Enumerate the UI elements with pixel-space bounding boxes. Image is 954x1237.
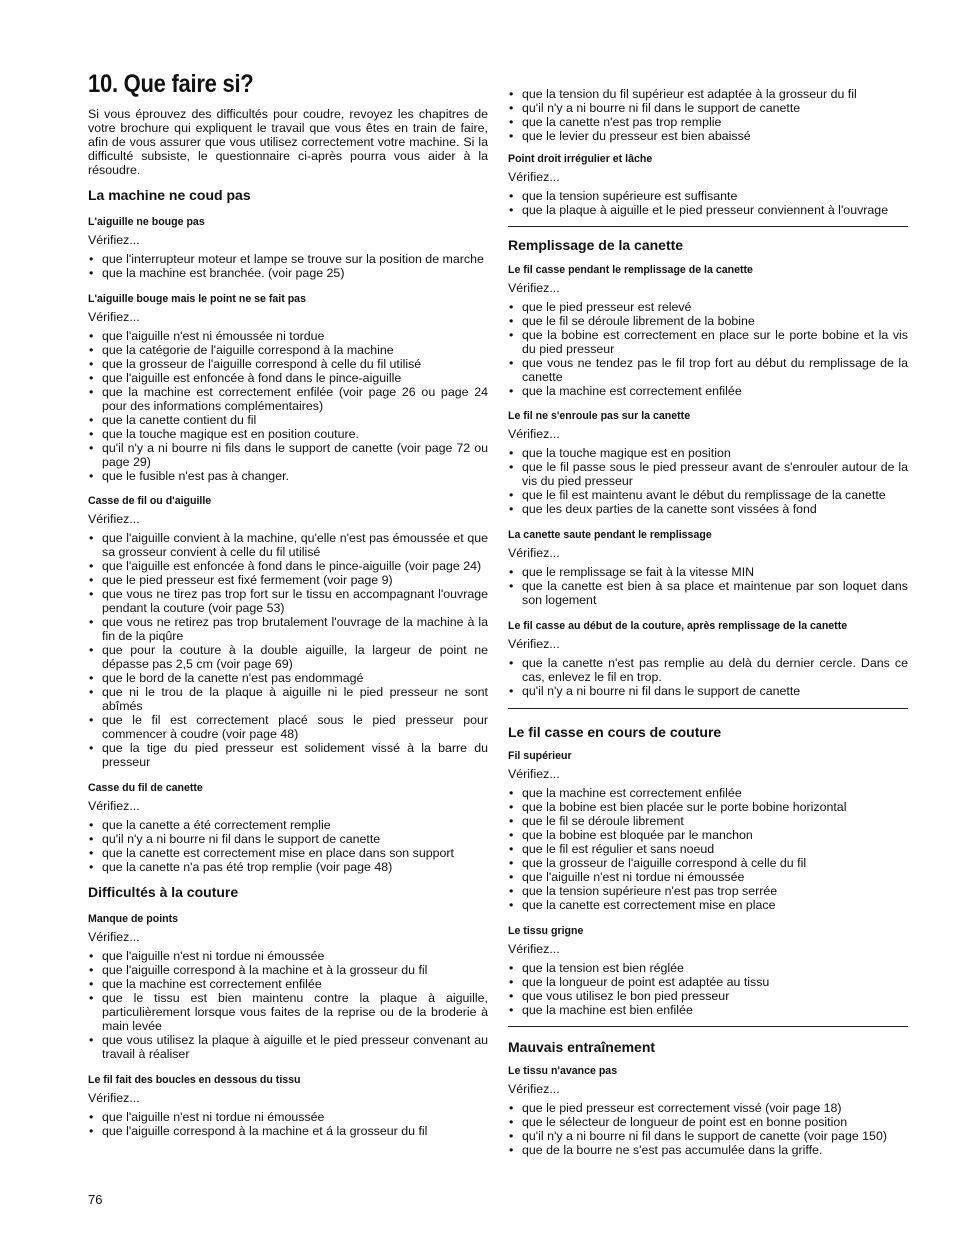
checklist-item: • que la tige du pied presseur est solidement vissé à la barre du presseur [88, 741, 488, 769]
checklist-item: • que le fil est maintenu avant le début du remplissage de la canette [508, 488, 908, 502]
page-title: 10. Que faire si? [88, 70, 254, 98]
checklist-item: • que le fil est régulier et sans noeud [508, 842, 908, 856]
checklist-item: • que la bobine est bien placée sur le porte bobine horizontal [508, 800, 908, 814]
checklist-item: • que la canette contient du fil [88, 413, 488, 427]
section-heading-mauvais-entrainement: Mauvais entraînement [508, 1039, 656, 1055]
checklist-item: • que la canette n'a pas été trop remplie (voir page 48) [88, 860, 488, 874]
checklist-item: • que la bobine est bloquée par le manchon [508, 828, 908, 842]
checklist-item: • que le bord de la canette n'est pas endommagé [88, 671, 488, 685]
checklist [508, 565, 908, 607]
verifiez-label: Vérifiez... [508, 637, 560, 651]
checklist-item: • que la machine est correctement enfilée [88, 977, 488, 991]
subsection-title: L'aiguille ne bouge pas [88, 216, 205, 228]
checklist-item: • que la canette a été correctement remplie [88, 818, 488, 832]
checklist [508, 786, 908, 912]
checklist [88, 1110, 488, 1138]
verifiez-label: Vérifiez... [508, 281, 560, 295]
checklist-item: • que la canette est correctement mise en place [508, 898, 908, 912]
checklist-item: • que la canette est bien à sa place et maintenue par son loquet dans son logement [508, 579, 908, 607]
checklist-item: • que la machine est correctement enfilée (voir page 26 ou page 24 pour des informations complémentaires) [88, 385, 488, 413]
checklist-item: • que l'aiguille convient à la machine, qu'elle n'est pas émoussée et que sa grosseur convient à celle du fil utilisé [88, 531, 488, 559]
checklist-item: • que vous utilisez le bon pied presseur [508, 989, 908, 1003]
checklist-item: • que la tension du fil supérieur est adaptée à la grosseur du fil [508, 87, 908, 101]
checklist-item: • que le fil passe sous le pied presseur avant de s'enrouler autour de la vis du pied presseur [508, 460, 908, 488]
checklist [508, 87, 908, 143]
checklist-item: • que la longueur de point est adaptée au tissu [508, 975, 908, 989]
subsection-title: Point droit irrégulier et lâche [508, 153, 653, 165]
checklist-item: • que la grosseur de l'aiguille correspond à celle du fil utilisé [88, 357, 488, 371]
checklist-item: • que le sélecteur de longueur de point est en bonne position [508, 1115, 908, 1129]
checklist [508, 189, 908, 217]
subsection-title: Le fil casse au début de la couture, après remplissage de la canette [508, 620, 848, 632]
checklist-item: • que la canette est correctement mise en place dans son support [88, 846, 488, 860]
checklist-item: • que l'aiguille n'est ni émoussée ni tordue [88, 329, 488, 343]
verifiez-label: Vérifiez... [88, 310, 140, 324]
verifiez-label: Vérifiez... [508, 546, 560, 560]
checklist-item: • que le levier du presseur est bien abaissé [508, 129, 908, 143]
checklist-item: • que l'aiguille est enfoncée à fond dans le pince-aiguille (voir page 24) [88, 559, 488, 573]
checklist-item: • que l'aiguille est enfoncée à fond dans le pince-aiguille [88, 371, 488, 385]
verifiez-label: Vérifiez... [88, 930, 140, 944]
checklist-item: • que le pied presseur est fixé fermement (voir page 9) [88, 573, 488, 587]
checklist [508, 446, 908, 516]
subsection-title: L'aiguille bouge mais le point ne se fait pas [88, 293, 306, 305]
subsection-title: Le tissu grigne [508, 925, 584, 937]
checklist-item: • que le fusible n'est pas à changer. [88, 469, 488, 483]
checklist-item: • que la machine est correctement enfilée [508, 786, 908, 800]
checklist-item: • que la catégorie de l'aiguille correspond à la machine [88, 343, 488, 357]
checklist-item: • que vous ne retirez pas trop brutalement l'ouvrage de la machine à la fin de la piqûre [88, 615, 488, 643]
subsection-title: Manque de points [88, 913, 179, 925]
subsection-title: La canette saute pendant le remplissage [508, 529, 712, 541]
checklist-item: • qu'il n'y a ni bourre ni fil dans le support de canette (voir page 150) [508, 1129, 908, 1143]
checklist-item: • que de la bourre ne s'est pas accumulée dans la griffe. [508, 1143, 908, 1157]
checklist [88, 252, 488, 280]
checklist-item: • que la tension supérieure n'est pas trop serrée [508, 884, 908, 898]
checklist [508, 656, 908, 698]
checklist-item: • qu'il n'y a ni bourre ni fil dans le support de canette [508, 101, 908, 115]
verifiez-label: Vérifiez... [508, 170, 560, 184]
checklist [88, 949, 488, 1061]
checklist [508, 1101, 908, 1157]
right-column [508, 0, 908, 1157]
verifiez-label: Vérifiez... [508, 427, 560, 441]
checklist-item: • que le fil est correctement placé sous le pied presseur pour commencer à coudre (voir page 48) [88, 713, 488, 741]
checklist [88, 818, 488, 874]
verifiez-label: Vérifiez... [508, 767, 560, 781]
section-heading-difficultes: Difficultés à la couture [88, 884, 239, 900]
checklist-item: • que la bobine est correctement en place sur le porte bobine et la vis du pied presseur [508, 328, 908, 356]
checklist-item: • qu'il n'y a ni bourre ni fil dans le support de canette [508, 684, 908, 698]
checklist-item: • que le pied presseur est correctement vissé (voir page 18) [508, 1101, 908, 1115]
checklist-item: • que l'aiguille correspond à la machine et à la grosseur du fil [88, 963, 488, 977]
section-heading-machine-ne-coud-pas: La machine ne coud pas [88, 187, 251, 203]
checklist-item: • que le tissu est bien maintenu contre la plaque à aiguille, particulièrement lorsque vous faites de la reprise ou de la broderie à main levée [88, 991, 488, 1033]
subsection-title: Casse du fil de canette [88, 782, 203, 794]
left-column [88, 0, 488, 1138]
verifiez-label: Vérifiez... [88, 233, 140, 247]
subsection-title: Le fil casse pendant le remplissage de la canette [508, 264, 753, 276]
verifiez-label: Vérifiez... [88, 512, 140, 526]
checklist-item: • que le remplissage se fait à la vitesse MIN [508, 565, 908, 579]
checklist-item: • que les deux parties de la canette sont vissées à fond [508, 502, 908, 516]
section-divider [508, 226, 908, 227]
section-heading-fil-casse: Le fil casse en cours de couture [508, 724, 722, 740]
checklist-item: • qu'il n'y a ni bourre ni fil dans le support de canette [88, 832, 488, 846]
section-divider [508, 1026, 908, 1027]
checklist-item: • que la plaque à aiguille et le pied presseur conviennent à l'ouvrage [508, 203, 908, 217]
checklist-item: • qu'il n'y a ni bourre ni fils dans le support de canette (voir page 72 ou page 29) [88, 441, 488, 469]
checklist-item: • que pour la couture à la double aiguille, la largeur de point ne dépasse pas 2,5 cm (voir page 69) [88, 643, 488, 671]
checklist-item: • que la tension supérieure est suffisante [508, 189, 908, 203]
checklist-item: • que la canette n'est pas remplie au delà du dernier cercle. Dans ce cas, enlevez le fil en trop. [508, 656, 908, 684]
verifiez-label: Vérifiez... [88, 799, 140, 813]
checklist-item: • que l'aiguille n'est ni tordue ni émoussée [88, 1110, 488, 1124]
checklist-item: • que l'aiguille n'est ni tordue ni émoussée [508, 870, 908, 884]
section-heading-remplissage: Remplissage de la canette [508, 237, 684, 253]
checklist-item: • que la canette n'est pas trop remplie [508, 115, 908, 129]
checklist-item: • que vous utilisez la plaque à aiguille et le pied presseur convenant au travail à réaliser [88, 1033, 488, 1061]
section-divider [508, 708, 908, 709]
checklist-item: • que le pied presseur est relevé [508, 300, 908, 314]
checklist [508, 961, 908, 1017]
verifiez-label: Vérifiez... [508, 942, 560, 956]
subsection-title: Le fil fait des boucles en dessous du tissu [88, 1074, 301, 1086]
page-number: 76 [88, 1192, 103, 1207]
checklist-item: • que la machine est correctement enfilée [508, 384, 908, 398]
checklist-item: • que l'aiguille correspond à la machine et á la grosseur du fil [88, 1124, 488, 1138]
subsection-title: Fil supérieur [508, 750, 572, 762]
checklist-item: • que vous ne tirez pas trop fort sur le tissu en accompagnant l'ouvrage pendant la couture (voir page 53) [88, 587, 488, 615]
subsection-title: Le fil ne s'enroule pas sur la canette [508, 410, 691, 422]
checklist [88, 531, 488, 769]
intro-paragraph: Si vous éprouvez des difficultés pour coudre, revoyez les chapitres de votre brochure qui expliquent le travail que vous êtes en train de faire, afin de vous assurer que vous utilisez correctement votre machine. Si la difficulté subsiste, le questionnaire ci-après pourra vous aider à la résoudre. [88, 107, 488, 177]
checklist-item: • que ni le trou de la plaque à aiguille ni le pied presseur ne sont abîmés [88, 685, 488, 713]
subsection-title: Casse de fil ou d'aiguille [88, 495, 212, 507]
checklist-item: • que le fil se déroule librement [508, 814, 908, 828]
verifiez-label: Vérifiez... [508, 1082, 560, 1096]
checklist [508, 300, 908, 398]
checklist-item: • que la touche magique est en position [508, 446, 908, 460]
checklist-item: • que la grosseur de l'aiguille correspond à celle du fil [508, 856, 908, 870]
checklist-item: • que le fil se déroule librement de la bobine [508, 314, 908, 328]
subsection-title: Le tissu n'avance pas [508, 1065, 618, 1077]
checklist [88, 329, 488, 483]
checklist-item: • que la machine est branchée. (voir page 25) [88, 266, 488, 280]
checklist-item: • que la machine est bien enfilée [508, 1003, 908, 1017]
checklist-item: • que l'interrupteur moteur et lampe se trouve sur la position de marche [88, 252, 488, 266]
checklist-item: • que la touche magique est en position couture. [88, 427, 488, 441]
verifiez-label: Vérifiez... [88, 1091, 140, 1105]
checklist-item: • que la tension est bien réglée [508, 961, 908, 975]
checklist-item: • que l'aiguille n'est ni tordue ni émoussée [88, 949, 488, 963]
checklist-item: • que vous ne tendez pas le fil trop fort au début du remplissage de la canette [508, 356, 908, 384]
